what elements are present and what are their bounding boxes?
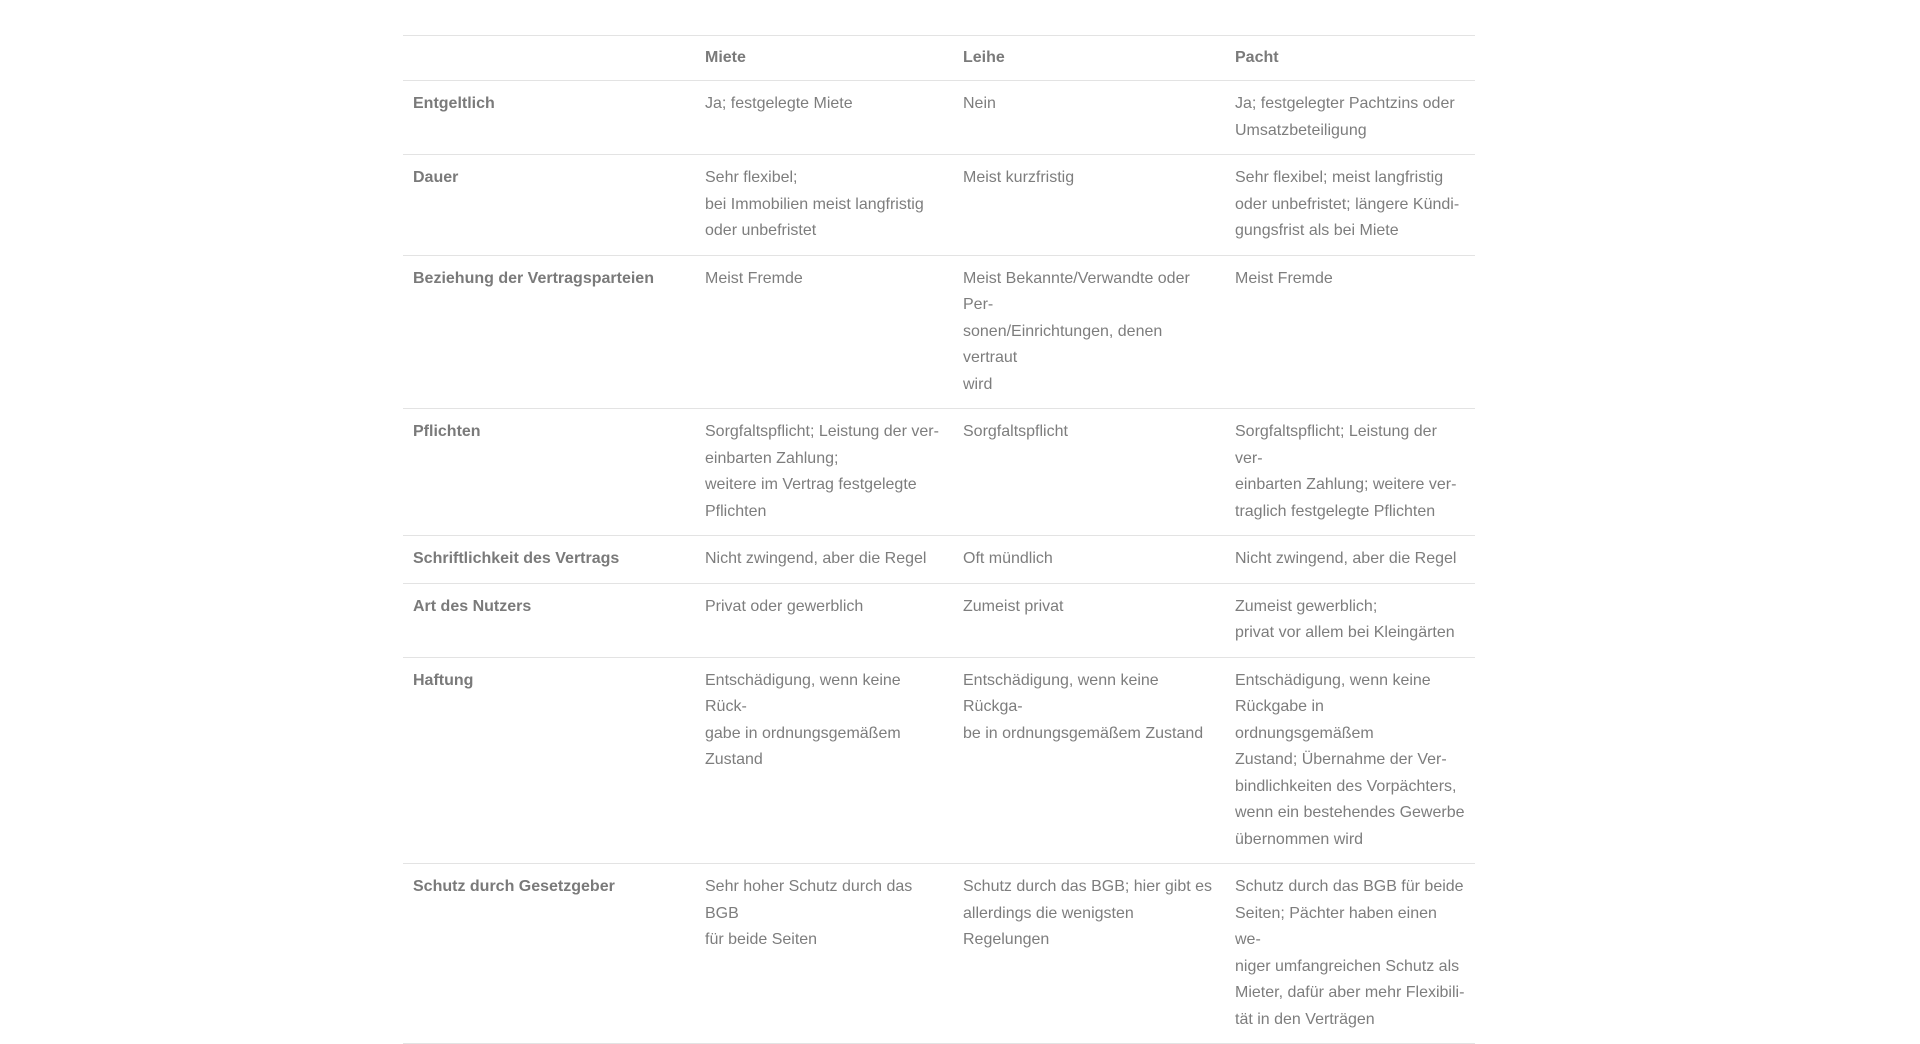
row-label: Beziehung der Vertragsparteien: [413, 269, 654, 287]
cell-text-line: Zustand: [705, 751, 763, 768]
cell-text-line: Nicht zwingend, aber die Regel: [705, 550, 927, 567]
table-row: [403, 657, 1475, 864]
cell-text-line: Privat oder gewerblich: [705, 597, 864, 615]
cell-text-line: einbarten Zahlung;: [705, 449, 839, 467]
cell-text-line: allerdings die wenigsten Regelungen: [963, 904, 1134, 948]
cell-text-line: Entschädigung, wenn keine Rückga-: [963, 671, 1159, 715]
table-cell: [1225, 409, 1475, 536]
cell-text-line: traglich festgelegte Pflichten: [1235, 502, 1436, 520]
cell-text-line: wenn ein bestehendes Gewerbe: [1235, 804, 1465, 821]
table-cell: [695, 657, 953, 864]
table-cell: [1225, 536, 1475, 584]
cell-text-line: tät in den Verträgen: [1235, 1010, 1375, 1028]
row-label: Entgeltlich: [413, 95, 495, 112]
table-cell: [695, 583, 953, 657]
table-cell: [1225, 81, 1475, 155]
table-cell: [1225, 864, 1475, 1044]
cell-text-line: Zumeist privat: [963, 597, 1064, 615]
table-cell: [953, 864, 1225, 1044]
row-label: Dauer: [413, 169, 459, 186]
table-cell: [1225, 657, 1475, 864]
cell-text-line: niger umfangreichen Schutz als: [1235, 957, 1460, 975]
table-cell: [695, 409, 953, 536]
cell-text-line: Zumeist gewerblich;: [1235, 597, 1378, 615]
table-body: [403, 81, 1475, 1044]
cell-text-line: bindlichkeiten des Vorpächters,: [1235, 777, 1457, 795]
table-row: [403, 81, 1475, 155]
cell-text-line: be in ordnungsgemäßem Zustand: [963, 724, 1204, 742]
cell-text-line: oder unbefristet; längere Kündi-: [1235, 195, 1460, 213]
table-row: [403, 864, 1475, 1044]
table-cell: [1225, 255, 1475, 409]
header-row: [403, 36, 1475, 81]
cell-text-line: Mieter, dafür aber mehr Flexibili-: [1235, 984, 1465, 1001]
cell-text-line: Ja; festgelegter Pachtzins oder: [1235, 95, 1455, 112]
cell-text-line: Entschädigung, wenn keine Rück-: [705, 671, 901, 715]
table-cell: [1225, 155, 1475, 256]
table-cell: [695, 864, 953, 1044]
cell-text-line: Sorgfaltspflicht; Leistung der ver-: [705, 423, 939, 440]
header-cell-pacht: Pacht: [1235, 49, 1279, 66]
row-label: Pflichten: [413, 423, 481, 440]
row-label: Art des Nutzers: [413, 597, 532, 615]
cell-text-line: Sehr flexibel;: [705, 169, 798, 186]
table-cell: [695, 536, 953, 584]
table-cell: [953, 409, 1225, 536]
cell-text-line: wird: [963, 375, 993, 393]
cell-text-line: Rückgabe in ordnungsgemäßem: [1235, 698, 1374, 742]
cell-text-line: Pflichten: [705, 502, 767, 520]
cell-text-line: für beide Seiten: [705, 931, 818, 948]
table-row: [403, 155, 1475, 256]
cell-text-line: Umsatzbeteiligung: [1235, 121, 1367, 139]
cell-text-line: Sehr hoher Schutz durch das BGB: [705, 878, 913, 922]
cell-text-line: Nein: [963, 95, 996, 112]
table-cell: [695, 155, 953, 256]
cell-text-line: Meist kurzfristig: [963, 169, 1075, 186]
table-header: [403, 36, 1475, 81]
table-cell: [1225, 583, 1475, 657]
cell-text-line: Meist Fremde: [1235, 269, 1333, 287]
cell-text-line: Sehr flexibel; meist langfristig: [1235, 169, 1444, 186]
cell-text-line: Entschädigung, wenn keine: [1235, 671, 1431, 689]
cell-text-line: Ja; festgelegte Miete: [705, 95, 853, 112]
table-cell: [695, 81, 953, 155]
cell-text-line: Schutz durch das BGB für beide: [1235, 878, 1464, 895]
cell-text-line: Sorgfaltspflicht: [963, 423, 1068, 440]
cell-text-line: einbarten Zahlung; weitere ver-: [1235, 476, 1457, 493]
cell-text-line: Nicht zwingend, aber die Regel: [1235, 550, 1457, 567]
cell-text-line: Schutz durch das BGB; hier gibt es: [963, 878, 1213, 895]
row-label: Schutz durch Gesetzgeber: [413, 878, 615, 895]
header-cell-leihe: Leihe: [963, 49, 1005, 66]
row-label: Schriftlichkeit des Vertrags: [413, 550, 620, 567]
comparison-table-container: [403, 35, 1475, 1044]
table-cell: [953, 657, 1225, 864]
cell-text-line: privat vor allem bei Kleingärten: [1235, 624, 1455, 641]
table-cell: [953, 155, 1225, 256]
cell-text-line: oder unbefristet: [705, 222, 817, 239]
cell-text-line: übernommen wird: [1235, 830, 1364, 848]
comparison-table: [403, 35, 1475, 1044]
cell-text-line: Zustand; Übernahme der Ver-: [1235, 751, 1447, 768]
header-cell-miete: Miete: [705, 49, 746, 66]
table-row: [403, 255, 1475, 409]
table-row: [403, 409, 1475, 536]
cell-text-line: Meist Fremde: [705, 269, 803, 287]
cell-text-line: gabe in ordnungsgemäßem: [705, 724, 901, 742]
table-cell: [953, 255, 1225, 409]
table-cell: [953, 536, 1225, 584]
cell-text-line: gungsfrist als bei Miete: [1235, 222, 1399, 239]
cell-text-line: Seiten; Pächter haben einen we-: [1235, 904, 1437, 948]
cell-text-line: Oft mündlich: [963, 550, 1053, 567]
cell-text-line: bei Immobilien meist langfristig: [705, 195, 924, 213]
table-cell: [953, 81, 1225, 155]
table-row: [403, 536, 1475, 584]
table-row: [403, 583, 1475, 657]
cell-text-line: Meist Bekannte/Verwandte oder Per-: [963, 269, 1190, 313]
row-label: Haftung: [413, 671, 474, 689]
header-cell-empty: [403, 36, 695, 81]
cell-text-line: Sorgfaltspflicht; Leistung der ver-: [1235, 423, 1437, 467]
table-cell: [953, 583, 1225, 657]
cell-text-line: sonen/Einrichtungen, denen vertraut: [963, 322, 1163, 366]
table-cell: [695, 255, 953, 409]
cell-text-line: weitere im Vertrag festgelegte: [705, 476, 917, 493]
